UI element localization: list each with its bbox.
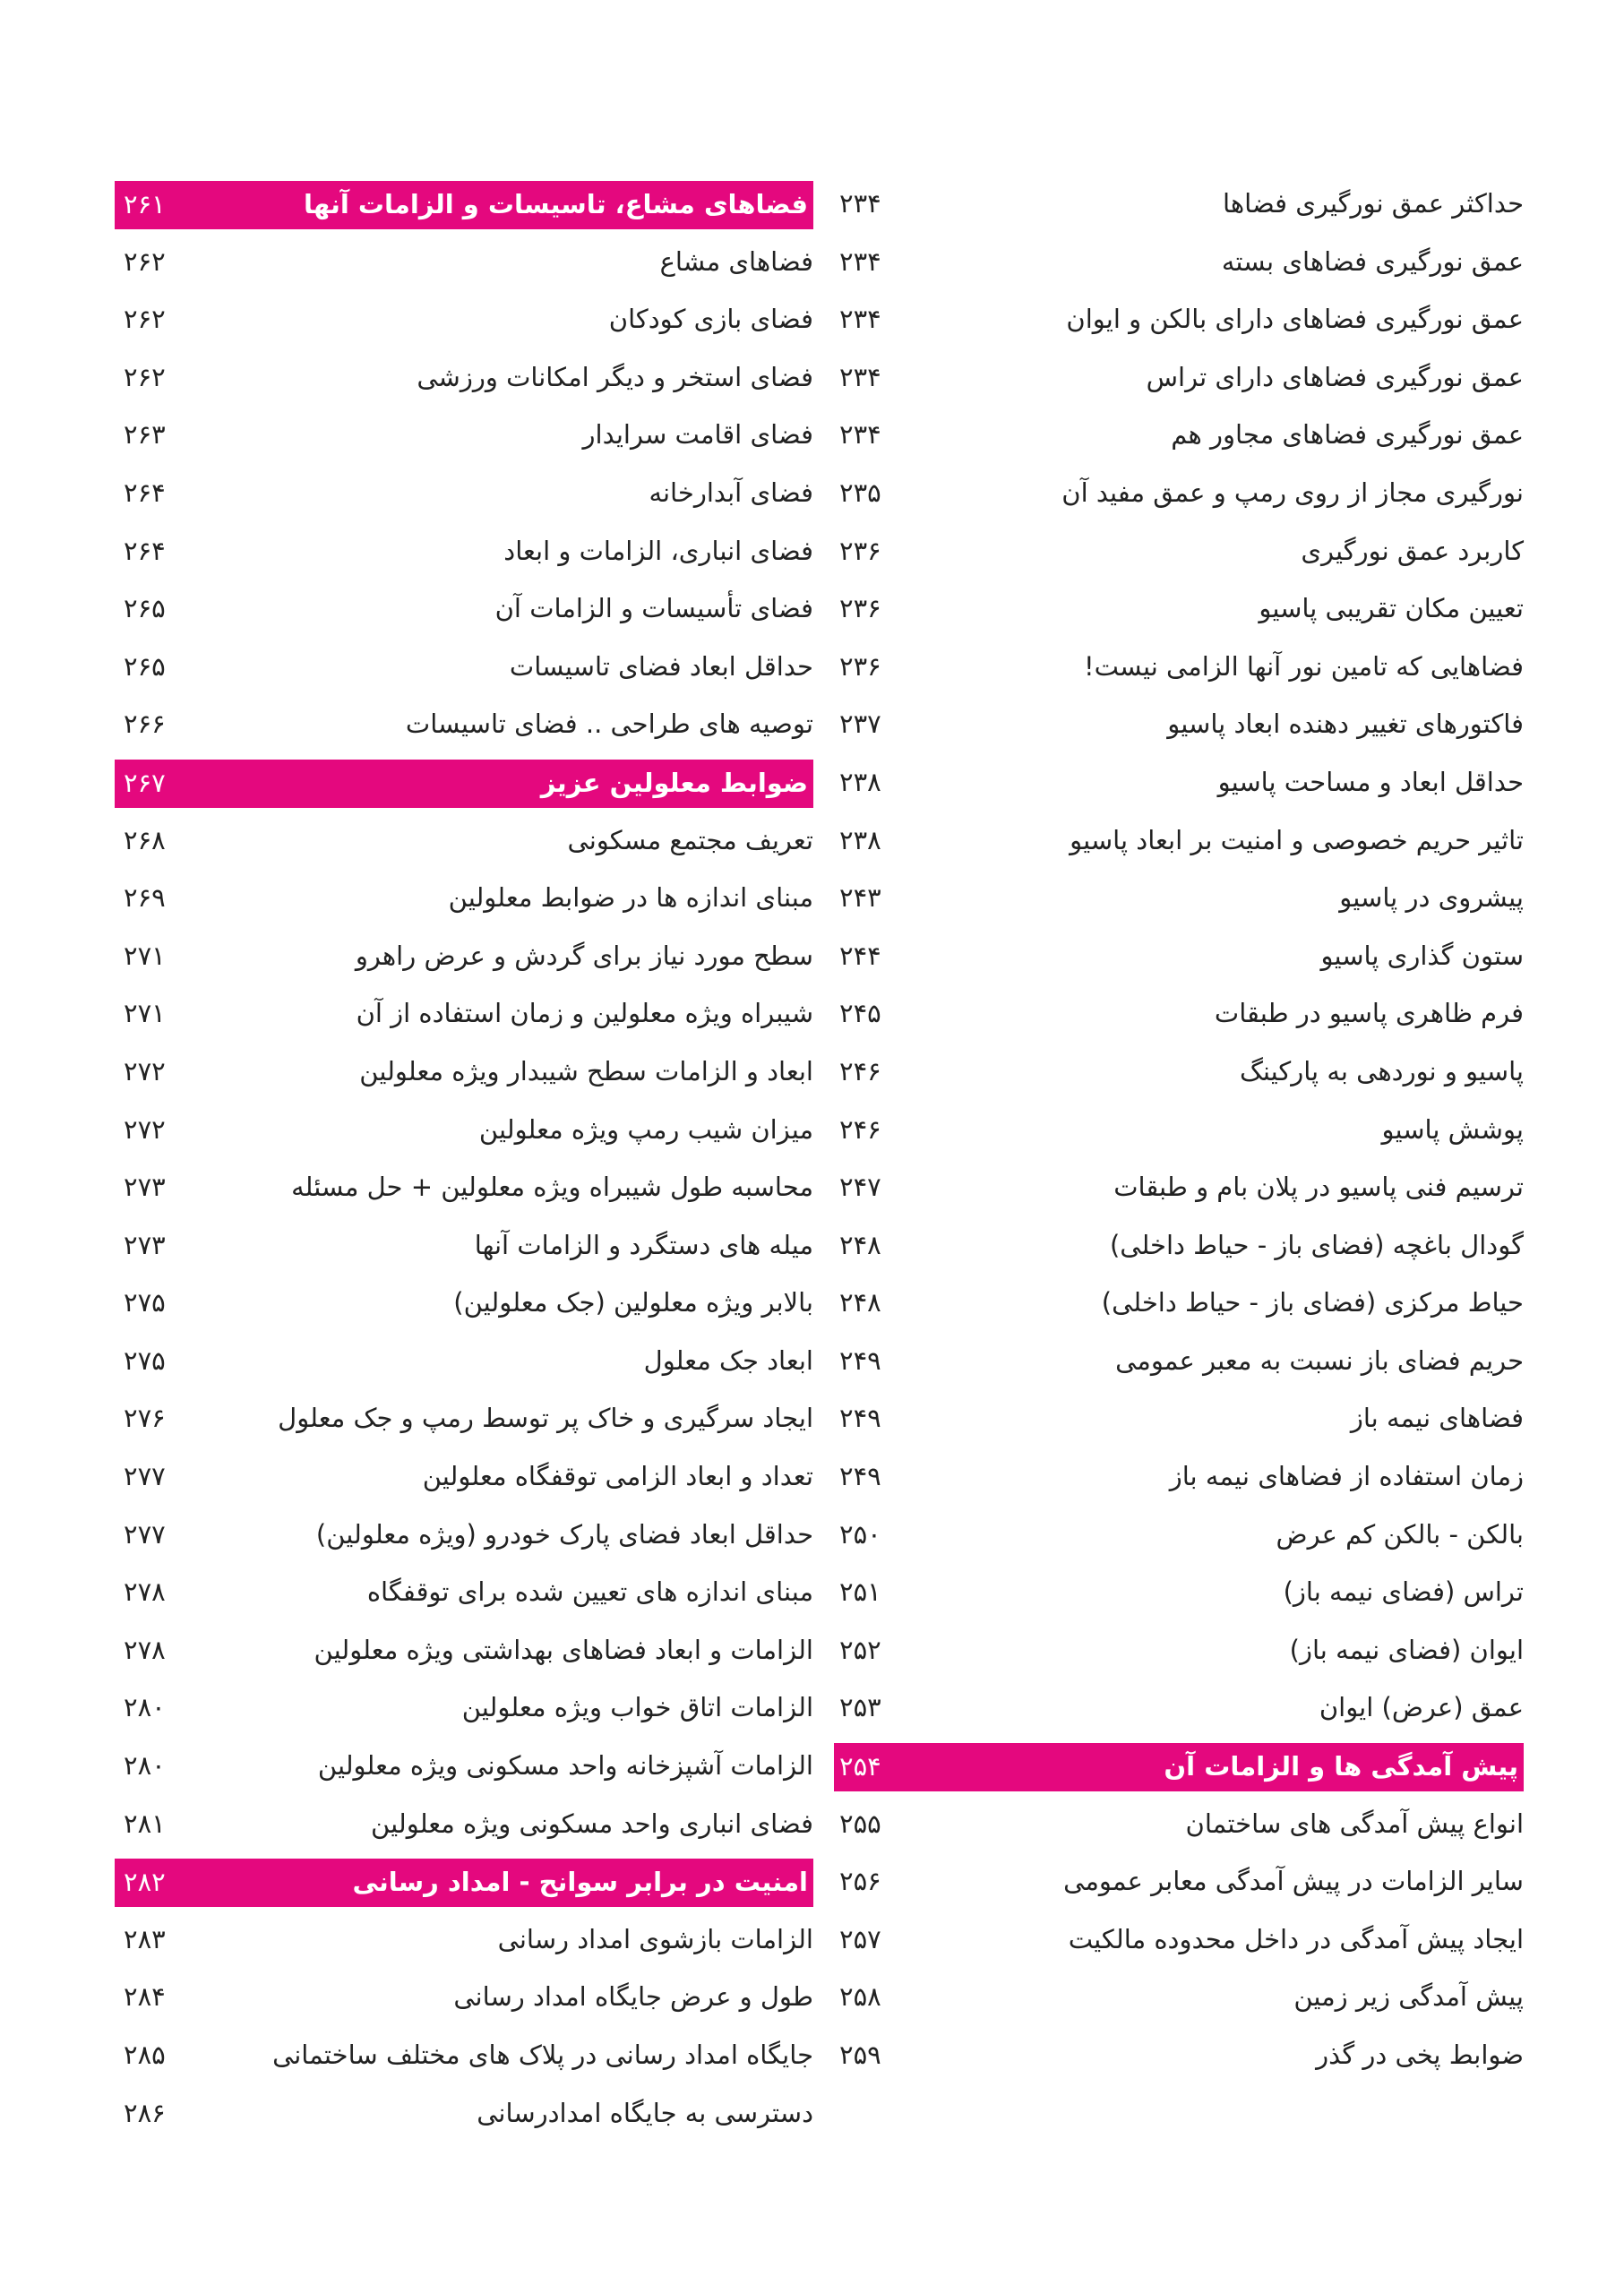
toc-entry-page: ۲۵۴ <box>839 1751 881 1782</box>
toc-right-column <box>834 179 1524 2089</box>
toc-entry-title: فاکتورهای تغییر دهنده ابعاد پاسیو <box>1167 709 1524 740</box>
toc-entry <box>834 932 1524 990</box>
toc-entry-title: محاسبه طول شیبراه ویژه معلولین + حل مسئله <box>291 1172 813 1203</box>
toc-entry <box>115 237 813 296</box>
toc-entry-page: ۲۶۲ <box>124 304 166 335</box>
toc-entry-page: ۲۴۹ <box>839 1344 881 1376</box>
toc-entry <box>834 1857 1524 1915</box>
toc-entry-title: الزامات و ابعاد فضاهای بهداشتی ویژه معلولین <box>314 1634 813 1665</box>
toc-entry-page: ۲۸۴ <box>124 1981 166 2013</box>
section-heading <box>115 1857 813 1915</box>
toc-left-column <box>115 179 813 2146</box>
toc-entry <box>834 353 1524 411</box>
toc-entry-title: دسترسی به جایگاه امدادرسانی <box>477 2097 813 2128</box>
toc-entry-page: ۲۸۵ <box>124 2040 166 2070</box>
toc-entry-title: حداقل ابعاد فضای پارک خودرو (ویژه معلولین) <box>315 1518 813 1550</box>
toc-entry-page: ۲۷۳ <box>124 1229 166 1260</box>
toc-entry-page: ۲۵۶ <box>839 1866 881 1897</box>
toc-entry <box>834 1047 1524 1105</box>
toc-entry <box>834 642 1524 700</box>
toc-entry <box>115 873 813 932</box>
toc-entry <box>115 410 813 468</box>
toc-entry <box>115 1452 813 1510</box>
toc-entry-title: ضوابط معلولین عزیز <box>540 767 808 798</box>
toc-entry-title: پیشروی در پاسیو <box>1339 882 1524 914</box>
toc-entry <box>115 1626 813 1684</box>
toc-entry <box>115 1278 813 1336</box>
toc-entry <box>834 1163 1524 1221</box>
toc-entry <box>115 1336 813 1395</box>
toc-entry-title: بالابر ویژه معلولین (جک معلولین) <box>453 1287 813 1318</box>
toc-entry-title: تعیین مکان تقریبی پاسیو <box>1259 593 1524 624</box>
toc-entry-title: سایر الزامات در پیش آمدگی معابر عمومی <box>1063 1866 1524 1897</box>
toc-entry-page: ۲۷۷ <box>124 1461 166 1492</box>
toc-entry-page: ۲۳۷ <box>839 709 881 740</box>
toc-entry <box>115 2031 813 2089</box>
toc-entry <box>834 1567 1524 1626</box>
toc-entry-title: سطح مورد نیاز برای گردش و عرض راهرو <box>355 940 813 971</box>
toc-entry <box>115 700 813 758</box>
toc-entry-title: توصیه های طراحی .. فضای تاسیسات <box>405 709 813 740</box>
toc-entry-title: ایوان (فضای نیمه باز) <box>1289 1634 1524 1665</box>
toc-entry <box>834 1683 1524 1741</box>
toc-entry <box>834 584 1524 642</box>
toc-entry-page: ۲۸۰ <box>124 1750 166 1782</box>
toc-entry <box>115 1105 813 1164</box>
toc-entry <box>834 873 1524 932</box>
toc-entry <box>834 237 1524 296</box>
toc-entry-page: ۲۳۵ <box>839 477 881 508</box>
toc-entry-page: ۲۶۴ <box>124 535 166 566</box>
toc-entry-page: ۲۴۳ <box>839 882 881 914</box>
toc-entry-title: تعداد و ابعاد الزامی توقفگاه معلولین <box>422 1461 813 1492</box>
toc-entry <box>834 1221 1524 1279</box>
toc-entry-page: ۲۵۳ <box>839 1692 881 1723</box>
toc-entry-page: ۲۵۹ <box>839 2040 881 2070</box>
toc-entry <box>115 527 813 585</box>
toc-entry-page: ۲۴۷ <box>839 1172 881 1203</box>
toc-entry <box>115 1567 813 1626</box>
toc-entry-title: ابعاد و الزامات سطح شیبدار ویژه معلولین <box>359 1055 813 1086</box>
toc-entry-page: ۲۵۷ <box>839 1923 881 1954</box>
toc-entry <box>115 1915 813 1973</box>
toc-entry <box>834 2031 1524 2089</box>
toc-entry-title: ایجاد پیش آمدگی در داخل محدوده مالکیت <box>1068 1923 1524 1954</box>
toc-entry-title: فضای تأسیسات و الزامات آن <box>494 593 813 624</box>
toc-entry-title: شیبراه ویژه معلولین و زمان استفاده از آن <box>356 998 813 1029</box>
toc-entry <box>834 758 1524 816</box>
toc-entry-page: ۲۵۰ <box>839 1518 881 1550</box>
toc-entry-page: ۲۷۱ <box>124 998 166 1029</box>
toc-entry-title: فضای انباری واحد مسکونی ویژه معلولین <box>371 1808 813 1839</box>
toc-entry-title: نورگیری مجاز از روی رمپ و عمق مفید آن <box>1061 477 1524 508</box>
toc-entry-page: ۲۳۴ <box>839 361 881 392</box>
toc-entry-title: کاربرد عمق نورگیری <box>1301 535 1524 566</box>
toc-entry-page: ۲۶۳ <box>124 419 166 451</box>
toc-entry-page: ۲۳۶ <box>839 650 881 682</box>
toc-entry-page: ۲۵۵ <box>839 1808 881 1839</box>
toc-entry-page: ۲۳۶ <box>839 593 881 624</box>
toc-entry <box>834 1799 1524 1858</box>
toc-entry-page: ۲۴۶ <box>839 1055 881 1086</box>
toc-entry <box>834 816 1524 874</box>
toc-entry-title: گودال باغچه (فضای باز - حیاط داخلی) <box>1109 1229 1524 1260</box>
toc-entry-page: ۲۳۶ <box>839 535 881 566</box>
toc-entry-title: بالکن - بالکن کم عرض <box>1276 1518 1524 1550</box>
toc-entry-title: زمان استفاده از فضاهای نیمه باز <box>1169 1461 1524 1492</box>
toc-entry <box>834 1452 1524 1510</box>
toc-entry-page: ۲۶۲ <box>124 245 166 277</box>
toc-entry-page: ۲۵۲ <box>839 1634 881 1665</box>
toc-entry-title: انواع پیش آمدگی های ساختمان <box>1185 1808 1524 1839</box>
toc-entry <box>115 816 813 874</box>
toc-entry <box>115 932 813 990</box>
toc-entry-page: ۲۷۵ <box>124 1287 166 1318</box>
toc-entry-title: ستون گذاری پاسیو <box>1320 940 1524 971</box>
toc-entry-page: ۲۴۹ <box>839 1403 881 1434</box>
section-heading <box>115 758 813 816</box>
toc-entry <box>834 1394 1524 1452</box>
toc-entry-title: حیاط مرکزی (فضای باز - حیاط داخلی) <box>1101 1287 1524 1318</box>
toc-entry <box>834 1105 1524 1164</box>
toc-entry-title: الزامات بازشوی امداد رسانی <box>497 1923 813 1954</box>
toc-entry-page: ۲۷۸ <box>124 1634 166 1665</box>
toc-entry-page: ۲۴۵ <box>839 998 881 1029</box>
toc-entry <box>834 700 1524 758</box>
toc-entry-page: ۲۴۶ <box>839 1113 881 1145</box>
toc-entry <box>115 468 813 527</box>
toc-entry-title: فضاهای نیمه باز <box>1350 1403 1524 1434</box>
toc-entry <box>834 179 1524 237</box>
section-heading <box>834 1741 1524 1799</box>
toc-entry-title: عمق نورگیری فضاهای دارای تراس <box>1146 361 1524 392</box>
toc-entry <box>115 1163 813 1221</box>
section-heading <box>115 179 813 237</box>
toc-entry <box>834 1626 1524 1684</box>
toc-entry-title: فضای بازی کودکان <box>608 304 813 335</box>
toc-entry-page: ۲۶۶ <box>124 709 166 740</box>
toc-entry-page: ۲۷۲ <box>124 1113 166 1145</box>
toc-entry <box>834 468 1524 527</box>
toc-entry-title: حریم فضای باز نسبت به معبر عمومی <box>1115 1344 1524 1376</box>
toc-entry-page: ۲۶۷ <box>124 767 166 798</box>
toc-entry <box>834 1972 1524 2031</box>
toc-entry-title: میزان شیب رمپ ویژه معلولین <box>478 1113 813 1145</box>
toc-entry-page: ۲۷۱ <box>124 940 166 971</box>
toc-entry-page: ۲۳۴ <box>839 419 881 451</box>
toc-entry-title: فضاهایی که تامین نور آنها الزامی نیست! <box>1084 650 1524 682</box>
toc-entry-title: پیش آمدگی زیر زمین <box>1293 1981 1524 2013</box>
toc-entry <box>115 295 813 353</box>
toc-entry-page: ۲۸۶ <box>124 2097 166 2128</box>
toc-entry-page: ۲۴۸ <box>839 1287 881 1318</box>
toc-entry-page: ۲۶۴ <box>124 477 166 508</box>
toc-entry-title: پیش آمدگی ها و الزامات آن <box>1164 1751 1518 1782</box>
toc-entry-page: ۲۷۳ <box>124 1172 166 1203</box>
toc-entry-page: ۲۶۲ <box>124 361 166 392</box>
toc-entry <box>115 1221 813 1279</box>
toc-entry <box>834 1278 1524 1336</box>
toc-entry-title: فرم ظاهری پاسیو در طبقات <box>1214 998 1524 1029</box>
toc-entry-page: ۲۳۴ <box>839 245 881 277</box>
toc-entry-page: ۲۴۴ <box>839 940 881 971</box>
toc-entry-title: فضای اقامت سرایدار <box>582 419 813 451</box>
toc-entry <box>834 989 1524 1047</box>
toc-entry <box>834 527 1524 585</box>
toc-entry <box>115 2089 813 2147</box>
toc-entry <box>115 1510 813 1568</box>
toc-entry-page: ۲۵۱ <box>839 1576 881 1608</box>
toc-entry-title: حداقل ابعاد فضای تاسیسات <box>509 650 813 682</box>
toc-entry-page: ۲۳۴ <box>839 188 881 219</box>
toc-entry <box>115 1799 813 1858</box>
toc-entry <box>115 1972 813 2031</box>
toc-entry-title: الزامات آشپزخانه واحد مسکونی ویژه معلولین <box>317 1750 813 1782</box>
toc-entry-title: الزامات اتاق خواب ویژه معلولین <box>461 1692 813 1723</box>
toc-entry-title: فضای انباری، الزامات و ابعاد <box>503 535 813 566</box>
toc-entry-title: طول و عرض جایگاه امداد رسانی <box>453 1981 813 2013</box>
toc-entry-title: عمق نورگیری فضاهای مجاور هم <box>1171 419 1524 451</box>
toc-entry-title: عمق نورگیری فضاهای بسته <box>1221 245 1524 277</box>
toc-entry-page: ۲۸۰ <box>124 1692 166 1723</box>
toc-entry-page: ۲۳۴ <box>839 304 881 335</box>
toc-entry-page: ۲۶۵ <box>124 593 166 624</box>
toc-entry-page: ۲۷۵ <box>124 1344 166 1376</box>
toc-entry-page: ۲۴۸ <box>839 1229 881 1260</box>
toc-entry <box>834 1915 1524 1973</box>
toc-entry-page: ۲۵۸ <box>839 1981 881 2013</box>
toc-entry-page: ۲۸۲ <box>124 1867 166 1898</box>
toc-entry-title: حداقل ابعاد و مساحت پاسیو <box>1217 766 1524 797</box>
toc-entry-page: ۲۴۹ <box>839 1461 881 1492</box>
toc-entry-page: ۲۷۶ <box>124 1403 166 1434</box>
toc-entry-page: ۲۶۵ <box>124 650 166 682</box>
toc-entry-page: ۲۸۳ <box>124 1923 166 1954</box>
toc-entry-page: ۲۶۹ <box>124 882 166 914</box>
toc-entry-page: ۲۷۸ <box>124 1576 166 1608</box>
toc-entry-title: تراس (فضای نیمه باز) <box>1283 1576 1524 1608</box>
toc-entry <box>115 1394 813 1452</box>
toc-entry-page: ۲۷۲ <box>124 1055 166 1086</box>
toc-entry-title: پاسیو و نوردهی به پارکینگ <box>1239 1055 1524 1086</box>
toc-entry <box>115 1683 813 1741</box>
toc-entry <box>115 1047 813 1105</box>
toc-entry-title: تاثیر حریم خصوصی و امنیت بر ابعاد پاسیو <box>1070 824 1524 855</box>
toc-entry <box>834 410 1524 468</box>
toc-entry-title: جایگاه امداد رسانی در پلاک های مختلف ساختمانی <box>272 2040 813 2070</box>
toc-entry-title: ضوابط پخی در گذر <box>1316 2040 1524 2070</box>
toc-entry-page: ۲۸۱ <box>124 1808 166 1839</box>
toc-entry-title: عمق نورگیری فضاهای دارای بالکن و ایوان <box>1066 304 1524 335</box>
toc-entry-title: فضاهای مشاع <box>659 245 813 277</box>
toc-entry-page: ۲۳۸ <box>839 824 881 855</box>
toc-entry <box>115 353 813 411</box>
toc-entry-page: ۲۳۸ <box>839 766 881 797</box>
toc-entry-title: تعریف مجتمع مسکونی <box>567 824 813 855</box>
toc-entry-page: ۲۶۱ <box>124 189 166 219</box>
toc-entry <box>115 1741 813 1799</box>
toc-entry <box>834 1510 1524 1568</box>
toc-entry <box>115 642 813 700</box>
toc-entry-page: ۲۶۸ <box>124 824 166 855</box>
toc-entry-title: ایجاد سرگیری و خاک پر توسط رمپ و جک معلول <box>278 1403 813 1434</box>
toc-entry <box>834 295 1524 353</box>
toc-entry-title: فضای آبدارخانه <box>649 477 813 508</box>
toc-entry-title: میله های دستگرد و الزامات آنها <box>474 1229 813 1260</box>
toc-entry-title: امنیت در برابر سوانح - امداد رسانی <box>352 1867 808 1898</box>
toc-entry <box>834 1336 1524 1395</box>
toc-entry-title: عمق (عرض) ایوان <box>1319 1692 1524 1723</box>
toc-entry-title: مبنای اندازه های تعیین شده برای توقفگاه <box>366 1576 813 1608</box>
toc-entry-page: ۲۷۷ <box>124 1518 166 1550</box>
toc-entry <box>115 989 813 1047</box>
toc-entry-title: حداکثر عمق نورگیری فضاها <box>1223 188 1524 219</box>
toc-entry-title: پوشش پاسیو <box>1381 1113 1524 1145</box>
toc-entry <box>115 584 813 642</box>
toc-entry-title: فضای استخر و دیگر امکانات ورزشی <box>417 361 813 392</box>
toc-entry-title: ترسیم فنی پاسیو در پلان بام و طبقات <box>1113 1172 1524 1203</box>
toc-entry-title: ابعاد جک معلول <box>643 1344 813 1376</box>
toc-entry-title: مبنای اندازه ها در ضوابط معلولین <box>448 882 813 914</box>
toc-entry-title: فضاهای مشاع، تاسیسات و الزامات آنها <box>303 189 808 219</box>
